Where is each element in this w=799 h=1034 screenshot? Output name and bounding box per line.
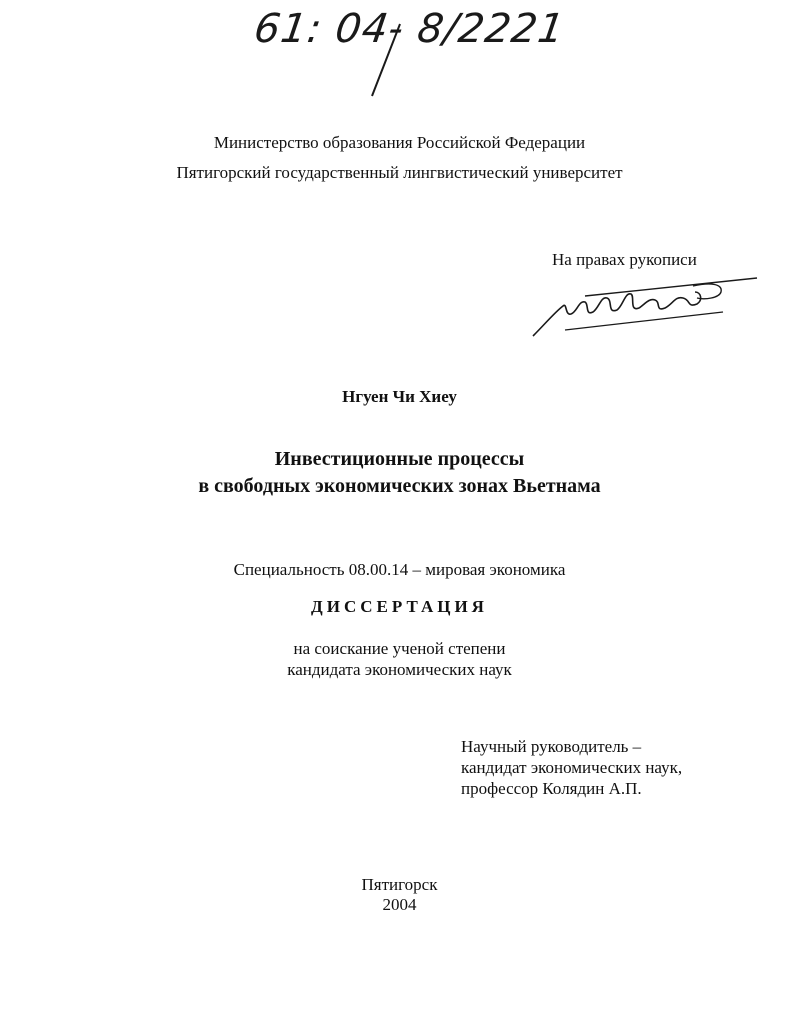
author-name: Нгуен Чи Хиеу bbox=[342, 387, 457, 406]
rights-note: На правах рукописи bbox=[552, 250, 697, 269]
degree-line-1: на соискание ученой степени bbox=[293, 639, 506, 658]
advisor-degree: кандидат экономических наук, bbox=[461, 758, 683, 777]
handwritten-archive-code: 61: 04- 8/2221 bbox=[251, 6, 568, 52]
advisor-role: Научный руководитель – bbox=[461, 737, 642, 756]
dissertation-title-line-2: в свободных экономических зонах Вьетнама bbox=[198, 475, 601, 497]
city: Пятигорск bbox=[361, 875, 438, 894]
degree-line-2: кандидата экономических наук bbox=[287, 660, 512, 679]
specialty: Специальность 08.00.14 – мировая экономика bbox=[233, 560, 566, 579]
ministry-name: Министерство образования Российской Федерации bbox=[213, 133, 586, 152]
advisor-name: профессор Колядин А.П. bbox=[461, 779, 642, 798]
university-name: Пятигорский государственный лингвистический университет bbox=[176, 163, 623, 182]
handwritten-slash-stroke bbox=[360, 20, 420, 100]
author-signature bbox=[525, 272, 765, 344]
dissertation-title-line-1: Инвестиционные процессы bbox=[274, 448, 525, 470]
year: 2004 bbox=[382, 895, 417, 914]
document-type: ДИССЕРТАЦИЯ bbox=[311, 597, 488, 616]
